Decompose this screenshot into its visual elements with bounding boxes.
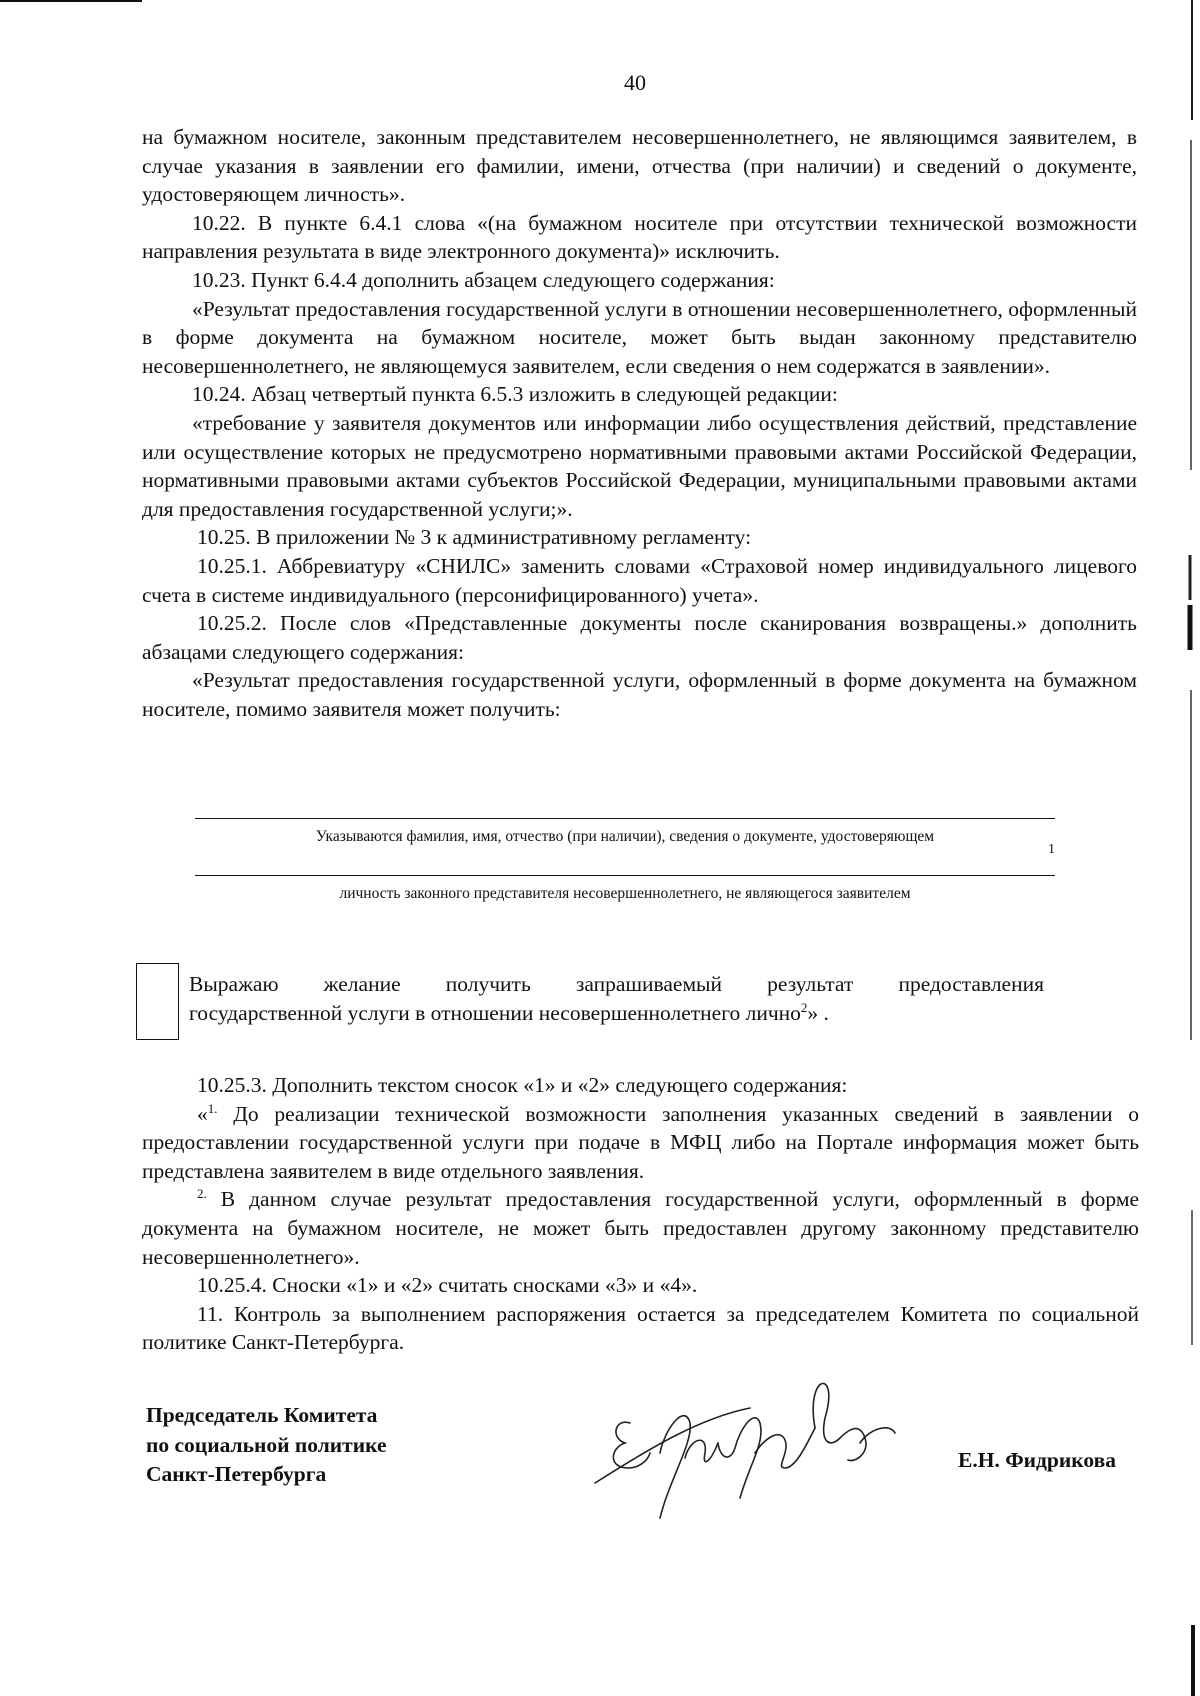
signer-name: Е.Н. Фидрикова (958, 1448, 1116, 1472)
footnote-mark: 1 (1048, 842, 1055, 857)
page-number: 40 (624, 70, 646, 95)
consent-text (189, 970, 1044, 1028)
paragraph (142, 1100, 1139, 1186)
paragraph: 11. Контроль за выполнением распоряжения остается за председателем Комитета по социальной политике Санкт-Петербурга. (142, 1301, 1139, 1355)
footnote-text: В данном случае результат предоставления государственной услуги, оформленный в форме документа на бумажном носителе, не может быть предоставлен другому законному представителю несовершеннолетнего». (142, 1187, 1139, 1269)
document-body-continued (142, 1071, 1139, 1357)
paragraph (142, 1185, 1139, 1271)
quote-open: « (197, 1101, 208, 1126)
paragraph: 10.25.2. После слов «Представленные документы после сканирования возвращены.» дополнить абзацами следующего содержания: (142, 611, 1137, 664)
signer-title-line: Санкт-Петербурга (146, 1462, 327, 1486)
blank-caption: личность законного представителя несовершеннолетнего, не являющегося заявителем (339, 885, 911, 902)
consent-checkbox[interactable] (136, 963, 179, 1040)
paragraph: «Результат предоставления государственной услуги в отношении несовершеннолетнего, оформленный в форме документа на бумажном носителе, может быть выдан законному представителю несовершеннолетнего, не являющемуся заявителем, если сведения о нем содержатся в заявлении». (142, 296, 1137, 378)
paragraph: 10.25.4. Сноски «1» и «2» считать сносками «3» и «4». (197, 1273, 698, 1298)
paragraph: 10.23. Пункт 6.4.4 дополнить абзацем следующего содержания: (192, 267, 775, 292)
consent-text-line: Выражаю желание получить запрашиваемый результат предоставления (189, 972, 1044, 996)
signer-title-line: по социальной политике (146, 1432, 387, 1457)
document-body (142, 123, 1137, 723)
paragraph: 10.22. В пункте 6.4.1 слова «(на бумажном носителе при отсутствии технической возможности направления результата в виде электронного документа)» исключить. (142, 210, 1137, 264)
blank-line (195, 875, 1055, 876)
blank-caption: Указываются фамилия, имя, отчество (при наличии), сведения о документе, удостоверяющем (315, 828, 935, 845)
signer-title-line: Председатель Комитета (146, 1403, 378, 1427)
footnote-text: До реализации технической возможности заполнения указанных сведений в заявлении о предоставлении государственной услуги при подаче в МФЦ либо на Портале информация может быть представлена заявителем в виде отдельного заявления. (142, 1101, 1139, 1183)
paragraph: 10.25.3. Дополнить текстом сносок «1» и «2» следующего содержания: (197, 1073, 848, 1097)
scan-edge-mark (0, 0, 142, 2)
footnote-mark: 2. (197, 1186, 207, 1202)
blank-line (195, 818, 1055, 819)
paragraph: «Результат предоставления государственной услуги, оформленный в форме документа на бумажном носителе, помимо заявителя может получить: (142, 668, 1137, 721)
paragraph: 10.25. В приложении № 3 к административному регламенту: (197, 525, 752, 550)
paragraph: 10.24. Абзац четвертый пункта 6.5.3 изложить в следующей редакции: (192, 382, 838, 407)
paragraph: 10.25.1. Аббревиатуру «СНИЛС» заменить словами «Страховой номер индивидуального лицевого счета в системе индивидуального (персонифицированного) учета». (142, 553, 1137, 607)
paragraph: «требование у заявителя документов или информации либо осуществления действий, представление или осуществление которых не предусмотрено нормативными правовыми актами Российской Федерации, нормативными правовыми актами субъектов Российской Федерации, муниципальными правовыми актами для предоставления государственной услуги;». (142, 410, 1137, 521)
paragraph: на бумажном носителе, законным представителем несовершеннолетнего, не являющимся заявителем, в случае указания в заявлении его фамилии, имени, отчества (при наличии) и сведений о документе, удостоверяющем личность». (142, 125, 1137, 207)
consent-text-line: государственной услуги в отношении несовершеннолетнего лично (189, 1001, 801, 1025)
signer-title (146, 1401, 387, 1490)
footnote-mark: 1. (207, 1100, 218, 1116)
consent-text-end: » . (807, 1001, 829, 1025)
handwritten-signature (590, 1368, 900, 1538)
footnote-mark: 2 (800, 999, 808, 1015)
